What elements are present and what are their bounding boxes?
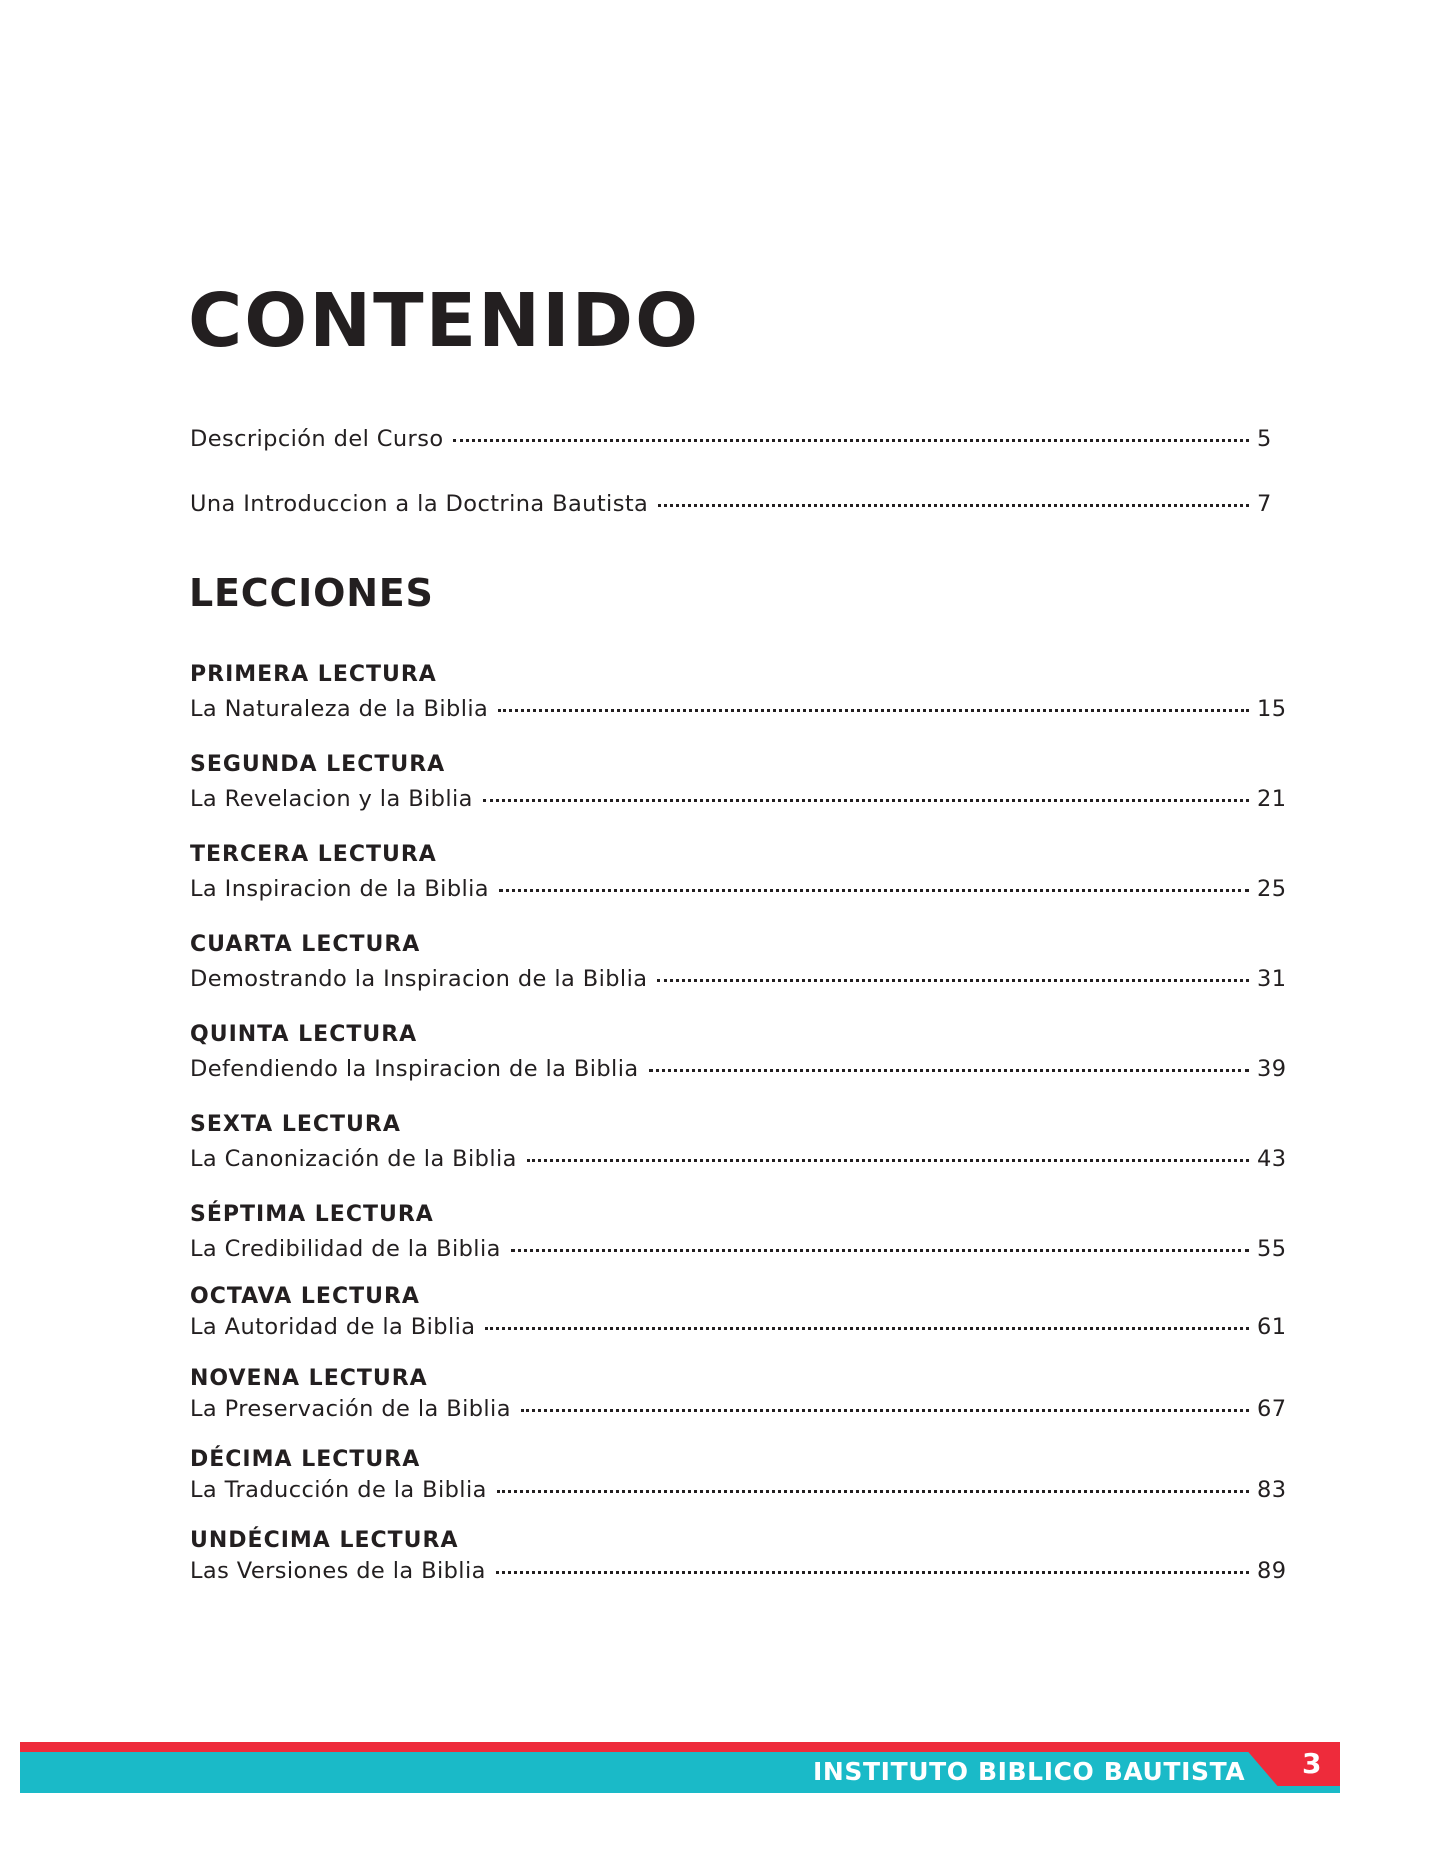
lesson-title: La Traducción de la Biblia: [190, 1477, 487, 1503]
lesson-kicker: SEXTA LECTURA: [190, 1112, 401, 1137]
lesson-title: Demostrando la Inspiracion de la Biblia: [190, 966, 648, 992]
toc-entry-page: 7: [1257, 491, 1272, 517]
lesson-entry-10[interactable]: [190, 1447, 1295, 1505]
lesson-kicker: DÉCIMA LECTURA: [190, 1447, 421, 1472]
lesson-entry-11[interactable]: [190, 1528, 1295, 1586]
lesson-kicker: OCTAVA LECTURA: [190, 1284, 420, 1309]
lesson-kicker: TERCERA LECTURA: [190, 842, 437, 867]
lesson-kicker: CUARTA LECTURA: [190, 932, 421, 957]
lesson-page: 89: [1257, 1558, 1287, 1584]
dot-leader: [521, 1408, 1249, 1412]
toc-entry-page: 5: [1257, 426, 1272, 452]
page-footer: [20, 1742, 1340, 1793]
lesson-kicker: UNDÉCIMA LECTURA: [190, 1528, 459, 1553]
lessons-heading: LECCIONES: [189, 571, 434, 615]
lesson-title: La Credibilidad de la Biblia: [190, 1236, 501, 1262]
lesson-page: 25: [1257, 876, 1287, 902]
footer-brand: INSTITUTO BIBLICO BAUTISTA: [813, 1757, 1246, 1786]
lesson-row: [190, 1054, 1295, 1084]
lesson-row: [190, 1394, 1295, 1424]
toc-entry-introduction[interactable]: [190, 489, 1295, 519]
lesson-title: Defendiendo la Inspiracion de la Biblia: [190, 1056, 639, 1082]
lesson-page: 83: [1257, 1477, 1287, 1503]
toc-entry-label: Descripción del Curso: [190, 426, 444, 452]
dot-leader: [649, 1068, 1249, 1072]
lesson-entry-1[interactable]: [190, 662, 1295, 724]
lesson-title: La Revelacion y la Biblia: [190, 786, 473, 812]
lesson-page: 55: [1257, 1236, 1287, 1262]
dot-leader: [527, 1158, 1249, 1162]
lesson-entry-3[interactable]: [190, 842, 1295, 904]
lesson-page: 67: [1257, 1396, 1287, 1422]
lesson-title: La Preservación de la Biblia: [190, 1396, 511, 1422]
lesson-row: [190, 1312, 1295, 1342]
lesson-title: La Inspiracion de la Biblia: [190, 876, 489, 902]
footer-red-strip: [20, 1742, 1340, 1752]
lesson-kicker: QUINTA LECTURA: [190, 1022, 418, 1047]
lesson-kicker: PRIMERA LECTURA: [190, 662, 437, 687]
dot-leader: [483, 798, 1249, 802]
lesson-row: [190, 1144, 1295, 1174]
lesson-entry-2[interactable]: [190, 752, 1295, 814]
lesson-title: La Canonización de la Biblia: [190, 1146, 517, 1172]
lesson-page: 61: [1257, 1314, 1287, 1340]
lesson-row: [190, 1234, 1295, 1264]
lesson-entry-9[interactable]: [190, 1366, 1295, 1424]
lesson-kicker: SÉPTIMA LECTURA: [190, 1202, 434, 1227]
lesson-row: [190, 964, 1295, 994]
lesson-row: [190, 694, 1295, 724]
lesson-entry-8[interactable]: [190, 1284, 1295, 1342]
lesson-entry-4[interactable]: [190, 932, 1295, 994]
lesson-title: La Autoridad de la Biblia: [190, 1314, 476, 1340]
lesson-kicker: SEGUNDA LECTURA: [190, 752, 446, 777]
footer-page-number: 3: [1302, 1747, 1322, 1780]
dot-leader: [485, 1326, 1249, 1330]
lesson-row: [190, 784, 1295, 814]
dot-leader: [511, 1248, 1249, 1252]
lesson-page: 43: [1257, 1146, 1287, 1172]
dot-leader: [499, 888, 1249, 892]
lesson-entry-5[interactable]: [190, 1022, 1295, 1084]
page-title: CONTENIDO: [188, 278, 700, 364]
lesson-row: [190, 1556, 1295, 1586]
dot-leader: [497, 1489, 1249, 1493]
lesson-row: [190, 1475, 1295, 1505]
lesson-title: Las Versiones de la Biblia: [190, 1558, 486, 1584]
toc-entry-label: Una Introduccion a la Doctrina Bautista: [190, 491, 649, 517]
lesson-page: 21: [1257, 786, 1287, 812]
lesson-entry-6[interactable]: [190, 1112, 1295, 1174]
dot-leader: [496, 1570, 1249, 1574]
lesson-title: La Naturaleza de la Biblia: [190, 696, 489, 722]
lesson-page: 15: [1257, 696, 1287, 722]
lesson-entry-7[interactable]: [190, 1202, 1295, 1264]
dot-leader: [658, 503, 1249, 507]
lesson-page: 39: [1257, 1056, 1287, 1082]
dot-leader: [498, 708, 1249, 712]
lesson-page: 31: [1257, 966, 1287, 992]
dot-leader: [453, 438, 1249, 442]
lesson-kicker: NOVENA LECTURA: [190, 1366, 428, 1391]
dot-leader: [657, 978, 1249, 982]
lesson-row: [190, 874, 1295, 904]
toc-entry-course-description[interactable]: [190, 424, 1295, 454]
